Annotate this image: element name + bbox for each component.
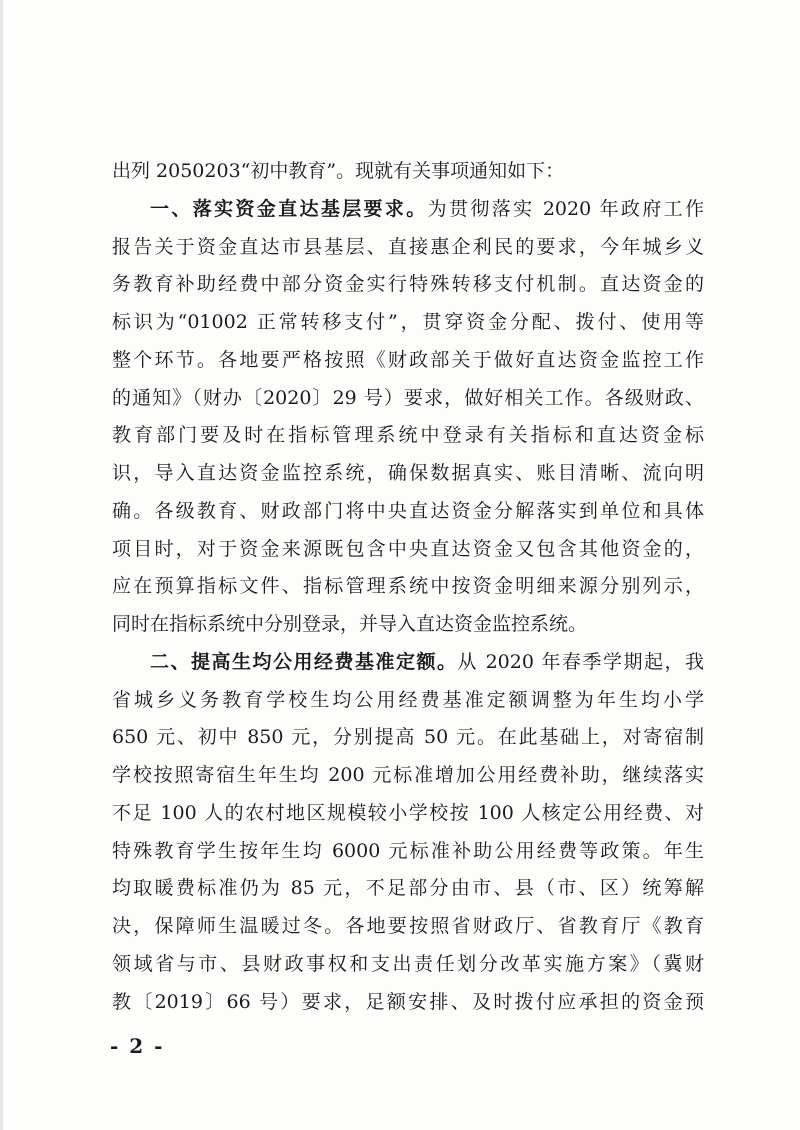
line-text: 应在预算指标文件、指标管理系统中按资金明细来源分别列示， <box>112 575 704 597</box>
text-line-21 <box>112 909 704 943</box>
text-line-17 <box>112 758 704 792</box>
text-line-7 <box>112 381 704 415</box>
line-text: 报告关于资金直达市县基层、直接惠企利民的要求，今年城乡义 <box>112 236 704 258</box>
line-text: 务教育补助经费中部分资金实行特殊转移支付机制。直达资金的 <box>112 273 704 295</box>
line-text: 识，导入直达资金监控系统，确保数据真实、账目清晰、流向明 <box>112 462 704 484</box>
line-text: 同时在指标系统中分别登录，并导入直达资金监控系统。 <box>112 613 588 635</box>
line-text: 学校按照寄宿生年生均 200 元标准增加公用经费补助，继续落实 <box>112 764 704 786</box>
text-line-15 <box>112 683 704 717</box>
line-text: 均取暖费标准仍为 85 元，不足部分由市、县（市、区）统筹解 <box>112 877 704 899</box>
text-line-19 <box>112 834 704 868</box>
section-2-heading-line <box>150 645 704 679</box>
line-text: 650 元、初中 850 元，分别提高 50 元。在此基础上，对寄宿制 <box>112 726 704 748</box>
text-line-3 <box>112 230 704 264</box>
section-1-heading: 一、落实资金直达基层要求。 <box>150 198 428 220</box>
text-line-4 <box>112 267 704 301</box>
text-line-6 <box>112 343 704 377</box>
text-line-22 <box>112 947 704 981</box>
page-edge <box>0 0 3 1130</box>
text-line-18 <box>112 796 704 830</box>
page-number: - 2 - <box>110 1034 165 1058</box>
text-line-11 <box>112 532 704 566</box>
text-line-16 <box>112 720 704 754</box>
line-text: 从 2020 年春季学期起，我 <box>457 651 704 673</box>
line-text: 特殊教育学生按年生均 6000 元标准补助公用经费等政策。年生 <box>112 840 704 862</box>
line-text: 教育部门要及时在指标管理系统中登录有关指标和直达资金标 <box>112 424 704 446</box>
text-line-20 <box>112 871 704 905</box>
line-text: 整个环节。各地要严格按照《财政部关于做好直达资金监控工作 <box>112 349 704 371</box>
line-text: 标识为“01002 正常转移支付”，贯穿资金分配、拨付、使用等 <box>112 311 704 333</box>
line-text: 为贯彻落实 2020 年政府工作 <box>427 198 704 220</box>
section-2-heading: 二、提高生均公用经费基准定额。 <box>150 651 458 673</box>
line-text: 的通知》（财办〔2020〕29 号）要求，做好相关工作。各级财政、 <box>112 387 704 409</box>
line-text: 教〔2019〕66 号）要求，足额安排、及时拨付应承担的资金预 <box>112 991 704 1013</box>
text-line-1 <box>112 154 704 188</box>
line-text: 确。各级教育、财政部门将中央直达资金分解落实到单位和具体 <box>112 500 704 522</box>
text-line-13 <box>112 607 704 641</box>
text-line-5 <box>112 305 704 339</box>
line-text: 决，保障师生温暖过冬。各地要按照省财政厅、省教育厅《教育 <box>112 915 704 937</box>
line-text: 领域省与市、县财政事权和支出责任划分改革实施方案》（冀财 <box>112 953 704 975</box>
section-1-heading-line <box>150 192 704 226</box>
text-line-23 <box>112 985 704 1019</box>
text-line-8 <box>112 418 704 452</box>
line-text: 项目时，对于资金来源既包含中央直达资金又包含其他资金的， <box>112 538 704 560</box>
text-line-9 <box>112 456 704 490</box>
text-line-12 <box>112 569 704 603</box>
line-text: 省城乡义务教育学校生均公用经费基准定额调整为年生均小学 <box>112 689 704 711</box>
text-line-10 <box>112 494 704 528</box>
line-text: 出列 2050203“初中教育”。现就有关事项通知如下： <box>112 160 565 182</box>
line-text: 不足 100 人的农村地区规模较小学校按 100 人核定公用经费、对 <box>112 802 704 824</box>
